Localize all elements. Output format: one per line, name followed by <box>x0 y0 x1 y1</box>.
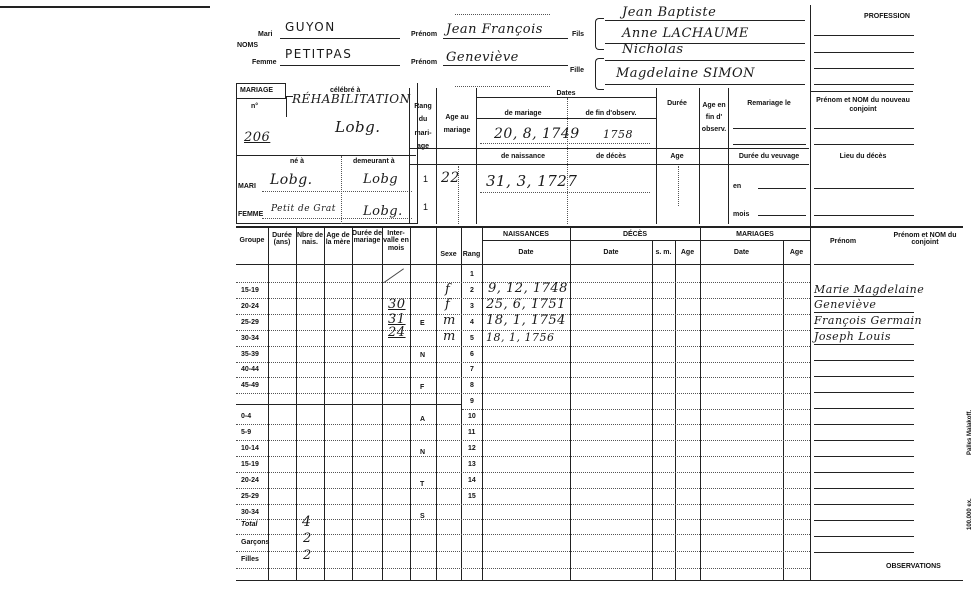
age-mere-header: Age de la mère <box>325 232 351 247</box>
profession-line-4 <box>814 84 914 85</box>
mari-surname: GUYON <box>285 20 336 34</box>
group-label: 30-34 <box>241 509 259 516</box>
right-line <box>814 408 914 409</box>
row-rule <box>236 504 810 505</box>
right-line <box>814 328 914 329</box>
rank-number: 11 <box>468 429 476 436</box>
mari-prenom-line <box>443 38 568 39</box>
rank-number: 1 <box>470 271 474 278</box>
rank-number: 14 <box>468 477 476 484</box>
header-dots-2 <box>455 86 550 87</box>
row-rule <box>236 377 810 378</box>
filles-count: 2 <box>303 548 312 563</box>
fille-line1: Nicholas <box>622 42 684 57</box>
lieu-line-2 <box>814 215 914 216</box>
profession-line-3 <box>814 68 914 69</box>
femme-prenom-label: Prénom <box>411 59 438 66</box>
prenom-nom-conjoint-header: Prénom et NOM du conjoint <box>893 232 957 247</box>
right-line <box>814 392 914 393</box>
top-rule <box>0 6 210 8</box>
printer-imprint: Palles Malakoff. <box>967 409 973 455</box>
mariages-date-header: Date <box>733 249 750 256</box>
group-label: 15-19 <box>241 287 259 294</box>
col-age1-divider <box>675 240 676 580</box>
lieu-deces-label: Lieu du décès <box>839 153 887 160</box>
sexe-header: Sexe <box>440 251 457 258</box>
right-line <box>814 520 914 521</box>
fils-line1: Jean Baptiste <box>622 5 717 20</box>
row-rule <box>236 534 810 535</box>
row-rule <box>236 393 810 394</box>
femme-prenom-line <box>443 65 568 66</box>
femme-prenom: Geneviève <box>446 50 519 65</box>
veuvage-line-1 <box>758 188 806 189</box>
group-label: 25-29 <box>241 493 259 500</box>
printer-imprint-2: 100.000 ex. <box>967 498 973 530</box>
fille-line1-rule <box>605 60 805 61</box>
row-rule <box>236 551 810 552</box>
rank-number: 15 <box>468 493 476 500</box>
row-rule <box>236 488 810 489</box>
fille-line2: Magdelaine SIMON <box>616 66 756 81</box>
child-sex: f <box>445 297 451 312</box>
interval-value: 31 <box>388 312 406 327</box>
interval-value: 30 <box>388 297 406 312</box>
col-age2-divider <box>783 240 784 580</box>
mariage-number: 206 <box>244 130 271 145</box>
child-name: Geneviève <box>814 298 877 311</box>
table-bottom-rule <box>236 580 963 581</box>
interval-slash <box>384 268 404 283</box>
age-col-label: Age <box>670 153 684 160</box>
age-divider <box>436 88 437 224</box>
fille-brace <box>595 58 604 90</box>
right-line <box>814 504 914 505</box>
rank-number: 10 <box>468 413 476 420</box>
row-rule <box>236 456 810 457</box>
side-letter: N <box>420 449 426 456</box>
rank-number: 12 <box>468 445 476 452</box>
new-spouse-line-1 <box>814 128 914 129</box>
mari-demeurant: Lobg <box>363 172 399 187</box>
right-line <box>814 552 914 553</box>
femme-demeurant: Lobg. <box>363 204 403 219</box>
mariage-separator <box>236 155 416 156</box>
age2-header: Age <box>789 249 804 256</box>
groupe-header: Groupe <box>239 237 265 244</box>
fin-obs-label: de fin d'observ. <box>585 110 637 117</box>
group-label: Filles <box>241 556 259 563</box>
rank-number: 8 <box>470 382 474 389</box>
group-label: 15-19 <box>241 461 259 468</box>
observations-label: OBSERVATIONS <box>886 563 941 570</box>
group-label: 5-9 <box>241 429 252 436</box>
right-line <box>814 472 914 473</box>
right-line <box>814 424 914 425</box>
side-letter: F <box>420 384 425 391</box>
mariages-header: MARIAGES <box>736 231 774 238</box>
mois-label: mois <box>733 211 750 218</box>
mariages-subrule <box>700 240 810 241</box>
naissances-date-header: Date <box>518 249 534 256</box>
nbre-nais-header: Nbre de nais. <box>296 232 324 247</box>
group-label: 35-39 <box>241 351 259 358</box>
dates-divider <box>476 88 477 224</box>
group-label: Total <box>241 521 258 528</box>
duree-ans-header: Durée (ans) <box>272 232 292 247</box>
fils-label: Fils <box>572 31 585 38</box>
profession-label: PROFESSION <box>864 13 910 20</box>
noms-label: NOMS <box>237 42 258 49</box>
header-dots <box>455 14 550 15</box>
deces-date-header: Date <box>603 249 619 256</box>
group-label: 20-24 <box>241 477 259 484</box>
side-letter: A <box>420 416 426 423</box>
row-rule <box>236 424 810 425</box>
child-sex: m <box>443 329 456 344</box>
row-rule <box>236 346 810 347</box>
femme-rang: 1 <box>423 202 429 212</box>
group-label: 40-44 <box>241 366 259 373</box>
right-line <box>814 312 914 313</box>
intervalle-header: Inter-valle en mois <box>383 230 409 252</box>
remariage-line-2 <box>733 144 806 145</box>
right-line <box>814 536 914 537</box>
right-line <box>814 376 914 377</box>
rank-number: 3 <box>470 303 474 310</box>
right-line <box>814 488 914 489</box>
rank-number: 4 <box>470 319 474 326</box>
col-mariages-divider <box>700 227 701 580</box>
fille-label: Fille <box>570 67 585 74</box>
mari-prenom-label: Prénom <box>411 31 438 38</box>
row-rule <box>462 409 810 410</box>
rank-number: 13 <box>468 461 476 468</box>
veuvage-line-2 <box>758 215 806 216</box>
garcons-count: 2 <box>303 531 312 546</box>
group-label: 45-49 <box>241 382 259 389</box>
col-sm-divider <box>652 240 653 580</box>
age1-header: Age <box>680 249 695 256</box>
date-mariage-label: de mariage <box>504 110 542 117</box>
femme-row-label: FEMME <box>238 211 264 218</box>
child-name: Marie Magdelaine <box>814 283 925 296</box>
naissances-subrule <box>482 240 570 241</box>
dates-subrule <box>476 118 656 119</box>
child-birth-date: 18, 1, 1756 <box>486 331 555 344</box>
rank-number: 7 <box>470 366 474 373</box>
group-label: 25-29 <box>241 319 259 326</box>
rank-number: 9 <box>470 398 474 405</box>
mari-row-label: MARI <box>238 183 256 190</box>
mari-rang: 1 <box>423 174 429 184</box>
deces-label: de décès <box>596 153 626 160</box>
lieu-line-1 <box>814 188 914 189</box>
mari-ne: Lobg. <box>270 172 313 188</box>
fils-line2: Anne LACHAUME <box>622 26 749 41</box>
rank-number: 6 <box>470 351 474 358</box>
mariage-label: MARIAGE <box>240 87 274 94</box>
mari-surname-line <box>280 38 400 39</box>
interval-value: 24 <box>388 325 406 340</box>
total-births: 4 <box>302 514 312 530</box>
ne-demeurant-divider <box>341 156 342 224</box>
side-letter: E <box>420 320 425 327</box>
duree-veuvage-label: Durée du veuvage <box>738 153 800 160</box>
row-rule <box>236 568 810 569</box>
new-spouse-top <box>810 91 913 92</box>
age-fin-label: Age en fin d' observ. <box>701 102 727 133</box>
rang-label: Rang du mari-age <box>414 103 432 150</box>
side-letter: T <box>420 481 425 488</box>
naissance-subrule <box>409 164 809 165</box>
age-label: Age au mariage <box>443 114 471 135</box>
dates-middivider <box>567 98 568 224</box>
fille-line2-rule <box>605 84 805 85</box>
group-label: 30-34 <box>241 335 259 342</box>
date-mariage: 20, 8, 1749 <box>494 126 580 142</box>
right-line <box>814 456 914 457</box>
profession-line-2 <box>814 52 914 53</box>
profession-line-1 <box>814 35 914 36</box>
dates-dots <box>480 143 650 144</box>
row-rule <box>236 440 810 441</box>
right-line <box>814 264 914 265</box>
sm-header: s. m. <box>655 249 672 256</box>
age-col-dots <box>678 166 679 206</box>
prenom-header: Prénom <box>830 238 857 245</box>
right-line <box>814 360 914 361</box>
group-label: 10-14 <box>241 445 259 452</box>
child-name: François Germain <box>814 314 923 327</box>
mari-age: 22 <box>441 170 460 186</box>
child-sex: m <box>443 313 456 328</box>
right-line <box>814 296 914 297</box>
en-label: en <box>733 183 742 190</box>
child-name: Joseph Louis <box>814 330 891 343</box>
remariage-label: Remariage le <box>747 100 791 107</box>
mari-row-dots <box>262 191 412 192</box>
col-naissances-divider <box>482 227 483 580</box>
femme-surname-line <box>280 65 400 66</box>
child-birth-date: 18, 1, 1754 <box>486 313 566 328</box>
mari-prenom: Jean François <box>446 22 543 37</box>
group-label: 20-24 <box>241 303 259 310</box>
naissances-header: NAISSANCES <box>503 231 549 238</box>
child-birth-date: 25, 6, 1751 <box>486 297 566 312</box>
mariage-place: RÉHABILITATION <box>292 92 411 106</box>
remariage-line-1 <box>733 128 806 129</box>
side-letter: N <box>420 352 426 359</box>
prenom-nom-label: Prénom et NOM du nouveau conjoint <box>816 97 910 114</box>
femme-label: Femme <box>252 59 277 66</box>
femme-ne: Petit de Grat <box>271 204 336 214</box>
femme-row-dots <box>262 218 412 219</box>
group-label: Garçons <box>241 539 270 546</box>
mari-naissance: 31, 3, 1727 <box>486 172 578 190</box>
demeurant-label: demeurant à <box>353 158 395 165</box>
mari-label: Mari <box>258 31 273 38</box>
row-rule <box>236 519 810 520</box>
deces-subrule <box>570 240 700 241</box>
naissance-label: de naissance <box>501 153 545 160</box>
naissance-header-rule <box>409 148 809 149</box>
fils-line1-rule <box>605 20 805 21</box>
date-fin: 1758 <box>603 128 633 141</box>
mariage-place-2: Lobg. <box>335 118 381 136</box>
side-letter: S <box>420 513 425 520</box>
naissance-dots <box>480 192 650 193</box>
femme-surname: PETITPAS <box>285 47 353 61</box>
child-sex: f <box>445 282 451 297</box>
duree-label: Durée <box>667 100 687 107</box>
age-dots <box>458 166 459 224</box>
dates-label: Dates <box>556 90 576 97</box>
group-label: 0-4 <box>241 413 252 420</box>
section-rule <box>236 404 462 405</box>
table-top-rule <box>236 226 963 228</box>
fils-brace <box>595 18 604 50</box>
rank-number: 2 <box>470 287 474 294</box>
ne-a-label: né à <box>290 158 305 165</box>
celebre-label: célébré à <box>330 87 361 94</box>
right-line <box>814 344 914 345</box>
rank-number: 5 <box>470 335 474 342</box>
deces-header: DÉCÈS <box>622 231 648 238</box>
duree-mariage-header: Durée de mariage <box>352 230 382 245</box>
table-header-rule <box>236 264 810 265</box>
col-deces-divider <box>570 227 571 580</box>
no-label: n° <box>251 103 259 110</box>
row-rule <box>236 472 810 473</box>
right-line <box>814 440 914 441</box>
row-rule <box>236 362 810 363</box>
rang-header: Rang <box>462 251 481 258</box>
new-spouse-line-2 <box>814 144 914 145</box>
child-birth-date: 9, 12, 1748 <box>488 281 568 296</box>
